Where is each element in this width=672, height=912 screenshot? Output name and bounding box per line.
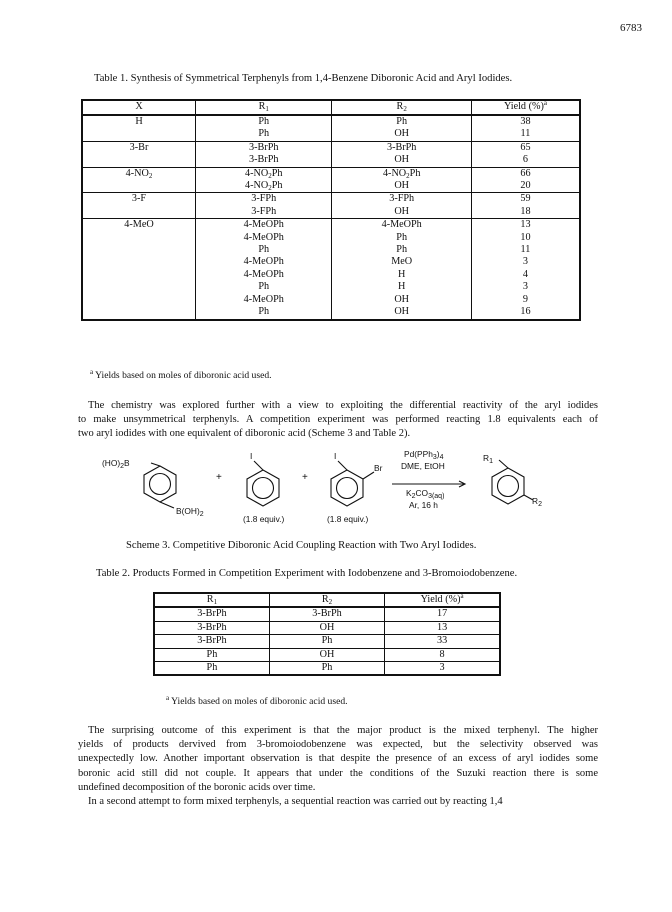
scheme-3 — [102, 449, 568, 532]
table2-footnote: $^a$ Yields based on moles of diboronic acid used. — [166, 694, 348, 707]
table1-header-cell: X — [82, 100, 196, 115]
table1-cell: 3-FPh — [332, 193, 471, 206]
table1-cell: 3 — [471, 281, 580, 293]
equiv-label-2: (1.8 equiv.) — [327, 514, 369, 524]
table1-row — [82, 154, 580, 167]
table2-cell: 3-BrPh — [154, 635, 269, 648]
table1-row — [82, 206, 580, 219]
table2-row — [154, 607, 500, 621]
table1-cell: Ph — [196, 281, 332, 293]
table1-cell — [82, 269, 196, 281]
table1-row — [82, 193, 580, 206]
table1-row — [82, 115, 580, 128]
table1-cell: 18 — [471, 206, 580, 219]
table1-cell: Ph — [332, 115, 471, 128]
p2-line: The surprising outcome of this experiment is that the major product is the mixed terphenyl. The higher — [88, 725, 598, 736]
condition-time: Ar, 16 h — [409, 500, 438, 510]
table1-cell: 3 — [471, 256, 580, 268]
table1-cell: $4-NO_2Ph$ — [196, 180, 332, 193]
table1-row — [82, 281, 580, 293]
iodo-label-2: I — [334, 451, 337, 461]
table1-cell: 4-MeOPh — [196, 269, 332, 281]
table1-cell: 10 — [471, 232, 580, 244]
table1-row — [82, 294, 580, 306]
table2-cell: 3-BrPh — [154, 621, 269, 634]
table1-cell — [82, 244, 196, 256]
table1-cell: Ph — [332, 244, 471, 256]
table1-cell: H — [332, 281, 471, 293]
table2-cell: Ph — [269, 662, 384, 676]
table1-header-cell: $R_1$ — [196, 100, 332, 115]
table1-cell: 3-BrPh — [196, 141, 332, 154]
table1-cell: OH — [332, 180, 471, 193]
table1-cell: 11 — [471, 244, 580, 256]
table1-cell — [82, 128, 196, 141]
table2-cell: Ph — [154, 648, 269, 661]
table1-cell: $4-NO_2Ph$ — [332, 167, 471, 180]
table1-row — [82, 256, 580, 268]
bromoiodobenzene-ring — [331, 470, 363, 506]
table1-cell: Ph — [196, 128, 332, 141]
table1-cell: OH — [332, 128, 471, 141]
table1-cell: 13 — [471, 219, 580, 232]
table2 — [153, 592, 501, 676]
page-number: 6783 — [620, 22, 642, 34]
table1-cell: 4-MeOPh — [196, 256, 332, 268]
table2-caption: Table 2. Products Formed in Competition Experiment with Iodobenzene and 3-Bromoiodobenzene. — [96, 568, 518, 579]
table1-footnote: $^a$ Yields based on moles of diboronic acid used. — [90, 368, 272, 381]
table1-cell: 3-Br — [82, 141, 196, 154]
table1-cell: 4-MeOPh — [332, 219, 471, 232]
paragraph-3: In a second attempt to form mixed terphenyls, a sequential reaction was carried out by reacting 1,4 — [88, 796, 503, 808]
table1-cell: 3-FPh — [196, 193, 332, 206]
table1-cell: 66 — [471, 167, 580, 180]
p2-line: yields of products dervived from 3-bromoiodobenzene was expected, but the selectivity observed was — [78, 739, 598, 751]
table2-header-row — [154, 593, 500, 607]
table2-cell: 17 — [385, 607, 500, 621]
table2-cell: 3-BrPh — [269, 607, 384, 621]
table1-cell: 4 — [471, 269, 580, 281]
table1-row — [82, 306, 580, 319]
table2-cell: Ph — [154, 662, 269, 676]
table1-cell: OH — [332, 294, 471, 306]
table1-cell — [82, 180, 196, 193]
table1-cell: $4-NO_2$ — [82, 167, 196, 180]
table1-cell: OH — [332, 306, 471, 319]
table1-cell — [82, 294, 196, 306]
table1-cell: OH — [332, 206, 471, 219]
table1-cell: 20 — [471, 180, 580, 193]
product-r2-label: $R_2$ — [532, 496, 542, 508]
table2-cell: 33 — [385, 635, 500, 648]
table2-header-cell: Yield (%)$^a$ — [385, 593, 500, 607]
table1-cell — [82, 206, 196, 219]
table1-cell: 3-F — [82, 193, 196, 206]
condition-catalyst: $Pd(PPh_3)_4$ — [404, 449, 444, 461]
table1-cell — [82, 232, 196, 244]
bromo-label: Br — [374, 463, 383, 473]
table2-row — [154, 621, 500, 634]
table1-row — [82, 167, 580, 180]
table1-cell: H — [135, 116, 143, 127]
table2-row — [154, 662, 500, 676]
iodo-label-1: I — [250, 451, 253, 461]
p2-line: boronic acid still did not couple. It appears that under the conditions of the Suzuki reaction there is some — [78, 767, 598, 779]
iodobenzene-ring — [247, 470, 279, 506]
table1-cell: Ph — [332, 232, 471, 244]
table1-row — [82, 180, 580, 193]
product-r1-label: $R_1$ — [483, 453, 493, 465]
table1 — [81, 99, 581, 321]
table2-row — [154, 648, 500, 661]
table1-row — [82, 141, 580, 154]
table1-row — [82, 219, 580, 232]
table1-cell: 4-MeOPh — [196, 232, 332, 244]
table1-cell — [82, 256, 196, 268]
p1-line: two aryl iodides with one equivalent of diboronic acid (Scheme 3 and Table 2). — [78, 428, 411, 440]
table1-cell: $4-NO_2Ph$ — [196, 167, 332, 180]
table1-cell — [82, 154, 196, 167]
table1-cell: 11 — [471, 128, 580, 141]
product-ring — [492, 468, 524, 504]
table2-header-cell: $R_1$ — [154, 593, 269, 607]
table1-header-cell: Yield (%)$^a$ — [471, 100, 580, 115]
paragraph-2 — [78, 724, 598, 809]
table1-cell: 38 — [471, 115, 580, 128]
table1-cell: 3-FPh — [196, 206, 332, 219]
table1-cell: 3-BrPh — [196, 154, 332, 167]
table1-row — [82, 244, 580, 256]
table2-cell: Ph — [269, 635, 384, 648]
table2-header-cell: $R_2$ — [269, 593, 384, 607]
condition-solvent: DME, EtOH — [401, 461, 445, 471]
condition-base: $K_2CO_{3(aq)}$ — [406, 488, 445, 500]
table1-header-row — [82, 100, 580, 115]
reagent-boronic-top: $(HO)_2B$ — [102, 458, 130, 470]
table1-cell: 3-BrPh — [332, 141, 471, 154]
plus-1: + — [216, 472, 222, 483]
table1-row — [82, 232, 580, 244]
table1-cell: OH — [332, 154, 471, 167]
table1-row — [82, 269, 580, 281]
scheme-caption: Scheme 3. Competitive Diboronic Acid Coupling Reaction with Two Aryl Iodides. — [126, 540, 477, 551]
p1-line: The chemistry was explored further with a view to exploiting the differential reactivity of the aryl iodides — [88, 400, 598, 411]
table1-cell: 6 — [471, 154, 580, 167]
table2-cell: OH — [269, 648, 384, 661]
table2-cell: 3-BrPh — [154, 607, 269, 621]
table1-cell: 16 — [471, 306, 580, 319]
table1-cell: Ph — [196, 306, 332, 319]
table1-cell: MeO — [332, 256, 471, 268]
equiv-label-1: (1.8 equiv.) — [243, 514, 285, 524]
table1-cell — [82, 306, 196, 319]
paragraph-1 — [78, 399, 598, 442]
table1-cell: 4-MeOPh — [196, 219, 332, 232]
table1-cell: 9 — [471, 294, 580, 306]
table2-cell: 3 — [385, 662, 500, 676]
table1-cell: 65 — [471, 141, 580, 154]
table1-cell: Ph — [196, 244, 332, 256]
table2-cell: 8 — [385, 648, 500, 661]
table1-cell: 4-MeO — [82, 219, 196, 232]
table1-cell: 4-MeOPh — [196, 294, 332, 306]
p2-line: undefined decomposition of the boronic acids over time. — [78, 781, 316, 793]
p1-line: to make unsymmetrical terphenyls. A competition experiment was performed reacting 1.8 equivalents each of — [78, 414, 598, 426]
table1-row — [82, 128, 580, 141]
p2-line: unexpectedly low. Another important observation is that despite the presence of an excess of aryl iodides some — [78, 753, 598, 765]
table2-cell: OH — [269, 621, 384, 634]
table2-cell: 13 — [385, 621, 500, 634]
table1-caption: Table 1. Synthesis of Symmetrical Terphenyls from 1,4-Benzene Diboronic Acid and Aryl Iodides. — [94, 73, 513, 84]
table1-cell: Ph — [196, 115, 332, 128]
table2-row — [154, 635, 500, 648]
diboronic-acid-ring — [144, 466, 176, 502]
reagent-boronic-bottom: $B(OH)_2$ — [176, 506, 204, 518]
plus-2: + — [302, 472, 308, 483]
table1-cell: 59 — [471, 193, 580, 206]
table1-cell: H — [332, 269, 471, 281]
table1-cell — [82, 281, 196, 293]
table1-header-cell: $R_2$ — [332, 100, 471, 115]
